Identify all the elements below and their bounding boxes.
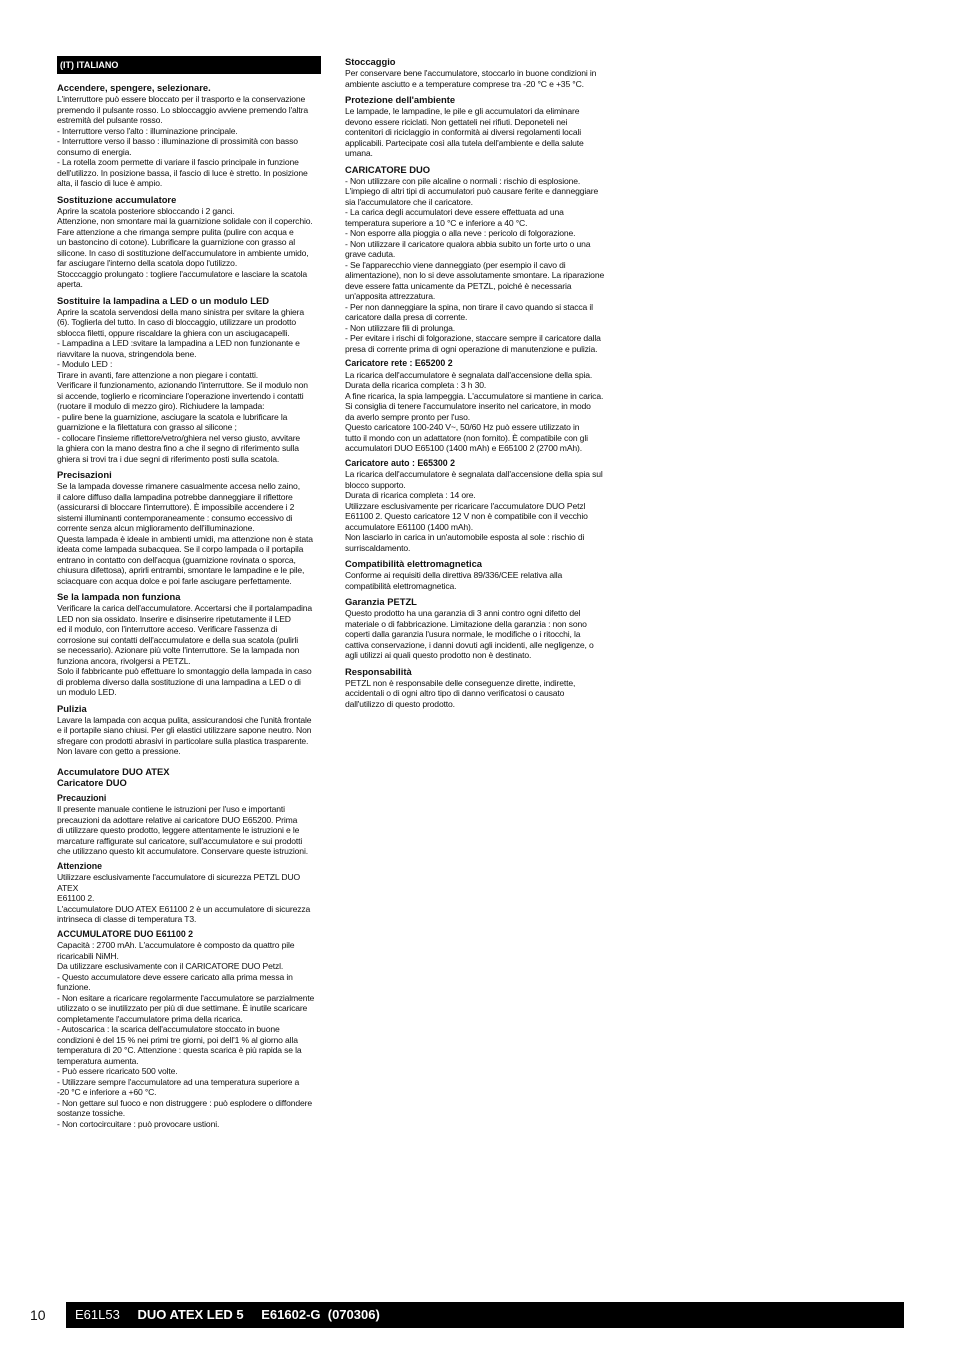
subsection-body: Utilizzare esclusivamente l'accumulatore di sicurezza PETZL DUO ATEX E61100 2. L'accumulatore DUO ATEX E61100 2 è un accumulatore di sicurezza intrinseca di classe di temperatura T3.: [57, 872, 311, 924]
section-body: Le lampade, le lampadine, le pile e gli accumulatori da eliminare devono essere riciclati. Non gettateli nei rifiuti. Deponeteli nei contenitori di riciclaggio in conformità ai diversi regolamenti locali applicabili. Partecipate così alla tutela dell'ambiente e della salute umana.: [345, 106, 584, 158]
document-code: E61602-G (070306): [261, 1307, 380, 1322]
subsection-body: La ricarica dell'accumulatore è segnalata dall'accensione della spia sul blocco supporto. Durata di ricarica completa : 14 ore. Utilizzare esclusivamente per ricaricare l'accumulatore DUO Petzl E61100 2. Questo caricatore 12 V non è compatibile con il vecchio accumulatore E61100 (1400 mAh). Non lasciarlo in carica in un'automobile esposta al sole : rischio di surriscaldamento.: [345, 469, 603, 553]
section-title: Compatibilità elettromagnetica: [345, 558, 483, 569]
section-title: Pulizia: [57, 702, 87, 714]
section-body: Aprire la scatola posteriore sbloccando i 2 ganci. Attenzione, non smontare mai la guarnizione solidale con il coperchio. Fare attenzione a che rimanga sempre pulita (pulire con acqua e un bastoncino di cotone). Lubrificare la guarnizione con grasso al silicone. In caso di sostituzione dell'accumulatore in ambiente umido, far asciugare l'interno della scatola dopo l'utilizzo. Stocccaggio prolungato : togliere l'accumulatore e lasciare la scatola aperta.: [57, 205, 313, 289]
subsection-title: Attenzione: [57, 860, 102, 871]
section-title: Se la lampada non funziona: [57, 591, 181, 602]
product-name: DUO ATEX LED 5: [137, 1307, 244, 1322]
section-body: Se la lampada dovesse rimanere casualmente accesa nello zaino, il calore diffuso dalla lampadina potrebbe danneggiare il riflettore (assicurarsi di bloccare l'interruttore). È impossibile accendere i 2 sistemi illuminanti contemporaneamente : consumo eccessivo di corrente senza alcun miglioramento dell'illuminazione. Questa lampada è ideale in ambienti umidi, ma attenzione non è stata ideata come lampada subacquea. Se il corpo lampada o il portapila entrano in contatto con dell'acqua (guarnizione rovinata o sporca, chiusura difettosa), aprirli entrambi, smontare le lampadine e le pile, sciacquare con acqua dolce e poi farle asciugare perfettamente.: [57, 481, 313, 586]
section-title: Garanzia PETZL: [345, 596, 417, 607]
section-body: L'interruttore può essere bloccato per il trasporto e la conservazione premendo il pulsante rosso. Lo sbloccaggio avviene premendo l'altra estremità del pulsante rosso. - Interruttore verso l'alto : illuminazione principale. - Interruttore verso il basso : illuminazione di prossimità con basso consumo di energia. - La rotella zoom permette di variare il fascio principale in funzione dell'utilizzo. In posizione bassa, il fascio di luce è stretto. In posizione alta, il fascio di luce è ampio.: [57, 94, 308, 188]
section-title: CARICATORE DUO: [345, 163, 431, 175]
section-title: Accendere, spengere, selezionare.: [57, 82, 211, 93]
subsection-title: ACCUMULATORE DUO E61100 2: [57, 928, 194, 939]
section-title: Responsabilità: [345, 665, 412, 677]
subsection-body: La ricarica dell'accumulatore è segnalata dall'accensione della spia. Durata della ricarica completa : 3 h 30. A fine ricarica, la spia lampeggia. L'accumulatore si mantiene in carica. Si consiglia di tenere l'accumulatore inserito nel caricatore, in modo da averlo sempre pronto per l'uso. Questo caricatore 100-240 V~, 50/60 Hz può essere utilizzato in tutto il mondo con un adattatore (non fornito). È compatibile con gli accumulatori DUO E65100 (1400 mAh) e E65100 2 (2700 mAh).: [345, 369, 604, 453]
section-body: Aprire la scatola servendosi della mano sinistra per svitare la ghiera (6). Toglierla del tutto. In caso di bloccaggio, utilizzare un prodotto sblocca filetti, oppure riscaldare la ghiera con un asciugacapelli. - Lampadina a LED :svitare la lampadina a LED non funzionante e riavvitare la nuova, stringendola bene. - Modulo LED : Tirare in avanti, fare attenzione a non piegare i contatti. Verificare il funzionamento, azionando l'interruttore. Se il modulo non si accende, toglierlo e ricominciare l'operazione invertendo i contatti (ruotare il modulo di mezzo giro). Richiudere la lampada: - pulire bene la guarnizione, asciugare la scatola e lubrificare la guarnizione e la filettatura con grasso al silicone ; - collocare l'insieme riflettore/vetro/ghiera nel verso giusto, avvitare la ghiera con la mano destra fino a che il segno di riferimento sulla ghiera si trovi tra i due segni di riferimento posti sulla scatola.: [57, 306, 308, 464]
right-column: [345, 56, 611, 709]
subsection-title: Caricatore auto : E65300 2: [345, 457, 456, 468]
subsection-title: Caricatore rete : E65200 2: [345, 358, 453, 368]
footer-bar: [66, 1302, 904, 1328]
section-title: Precisazioni: [57, 469, 112, 480]
section-title: Protezione dell'ambiente: [345, 94, 456, 105]
language-label: (IT) ITALIANO: [57, 56, 321, 74]
document-reference: E61L53: [75, 1307, 120, 1322]
left-column: [57, 56, 321, 1129]
atex-heading: Accumulatore DUO ATEX Caricatore DUO: [57, 765, 170, 788]
subsection-body: Il presente manuale contiene le istruzioni per l'uso e importanti precauzioni da adottare relative ai caricatore DUO E65200. Prima di utilizzare questo prodotto, leggere attentamente le istruzioni e le marcature raffigurate sul caricatore, sull'accumulatore e sui prodotti che utilizzano questo kit accumulatore. Conservare queste istruzioni.: [57, 804, 308, 856]
subsection-title: Precauzioni: [57, 792, 107, 803]
section-body: PETZL non è responsabile delle conseguenze dirette, indirette, accidentali o di ogni altro tipo di danno verificatosi o causato dall'utilizzo di questo prodotto.: [345, 677, 576, 709]
section-title: Sostituire la lampadina a LED o un modulo LED: [57, 294, 269, 306]
section-body: Per conservare bene l'accumulatore, stoccarlo in buone condizioni in ambiente asciutto e a temperature comprese tra -20 °C e +35 °C.: [345, 68, 597, 89]
section-body: Conforme ai requisiti della direttiva 89/336/CEE relativa alla compatibilità elettromagnetica.: [345, 570, 563, 591]
section-body: Lavare la lampada con acqua pulita, assicurandosi che l'unità frontale e il portapile siano chiusi. Per gli elastici utilizzare sapone neutro. Non sfregare con prodotti abrasivi in particolare sulla plastica trasparente. Non lavare con getto a pressione.: [57, 714, 312, 756]
section-body: - Non utilizzare con pile alcaline o normali : rischio di esplosione. L'impiego di altri tipi di accumulatori può causare ferite e danneggiare sia l'accumulatore che il caricatore. - La carica degli accumulatori deve essere effettuata ad una temperatura superiore a 10 °C e inferiore a 40 °C. - Non esporre alla pioggia o alla neve : pericolo di folgorazione. - Non utilizzare il caricatore qualora abbia subito un forte urto o una grave caduta. - Se l'apparecchio viene danneggiato (per esempio il cavo di alimentazione), non lo si deve assolutamente smontare. La riparazione deve essere fatta unicamente da PETZL, poiché è necessaria un'apposita attrezzatura. - Per non danneggiare la spina, non tirare il cavo quando si stacca il caricatore dalla presa di corrente. - Non utilizzare fili di prolunga. - Per evitare i rischi di folgorazione, staccare sempre il caricatore dalla presa di corrente prima di ogni operazione di manutenzione e pulizia.: [345, 175, 605, 354]
page-footer: [30, 1302, 904, 1328]
page-number: 10: [30, 1307, 46, 1323]
subsection-body: Capacità : 2700 mAh. L'accumulatore è composto da quattro pile ricaricabili NiMH. Da utilizzare esclusivamente con il CARICATORE DUO Petzl. - Questo accumulatore deve essere caricato alla prima messa in funzione. - Non esitare a ricaricare regolarmente l'accumulatore se parzialmente utilizzato o se inutilizzato per più di due settimane. È inutile scaricare completamente l'accumulatore prima della ricarica. - Autoscarica : la scarica dell'accumulatore stoccato in buone condizioni è del 15 % nei primi tre giorni, poi dell'1 % al giorno alla temperatura di 20 °C. Attenzione : questa scarica è più rapida se la temperatura aumenta. - Può essere ricaricato 500 volte. - Utilizzare sempre l'accumulatore ad una temperatura superiore a -20 °C e inferiore a +60 °C. - Non gettare sul fuoco e non distruggere : può esplodere o diffondere sostanze tossiche. - Non cortocircuitare : può provocare ustioni.: [57, 940, 315, 1129]
section-body: Verificare la carica dell'accumulatore. Accertarsi che il portalampadina LED non sia ossidato. Inserire e disinserire ripetutamente il LED ed il modulo, con l'interruttore acceso. Verificare l'assenza di corrosione sui contatti dell'accumulatore e della sua scatola (pulirli se necessario). Azionare più volte l'interruttore. Se la lampada non funziona ancora, rivolgersi a PETZL. Solo il fabbricante può effettuare lo smontaggio della lampada in caso di problema diverso dalla sostituzione di una lampadina a LED o di un modulo LED.: [57, 603, 312, 697]
section-title: Stoccaggio: [345, 56, 396, 67]
section-title: Sostituzione accumulatore: [57, 193, 177, 205]
section-body: Questo prodotto ha una garanzia di 3 anni contro ogni difetto del materiale o di fabbricazione. Limitazione della garanzia : non sono coperti dalla garanzia l'usura normale, le modifiche o i ritocchi, la cattiva conservazione, i danni dovuti agli incidenti, alle negligenze, o agli utilizzi ai quali questo prodotto non è destinato.: [345, 608, 594, 660]
